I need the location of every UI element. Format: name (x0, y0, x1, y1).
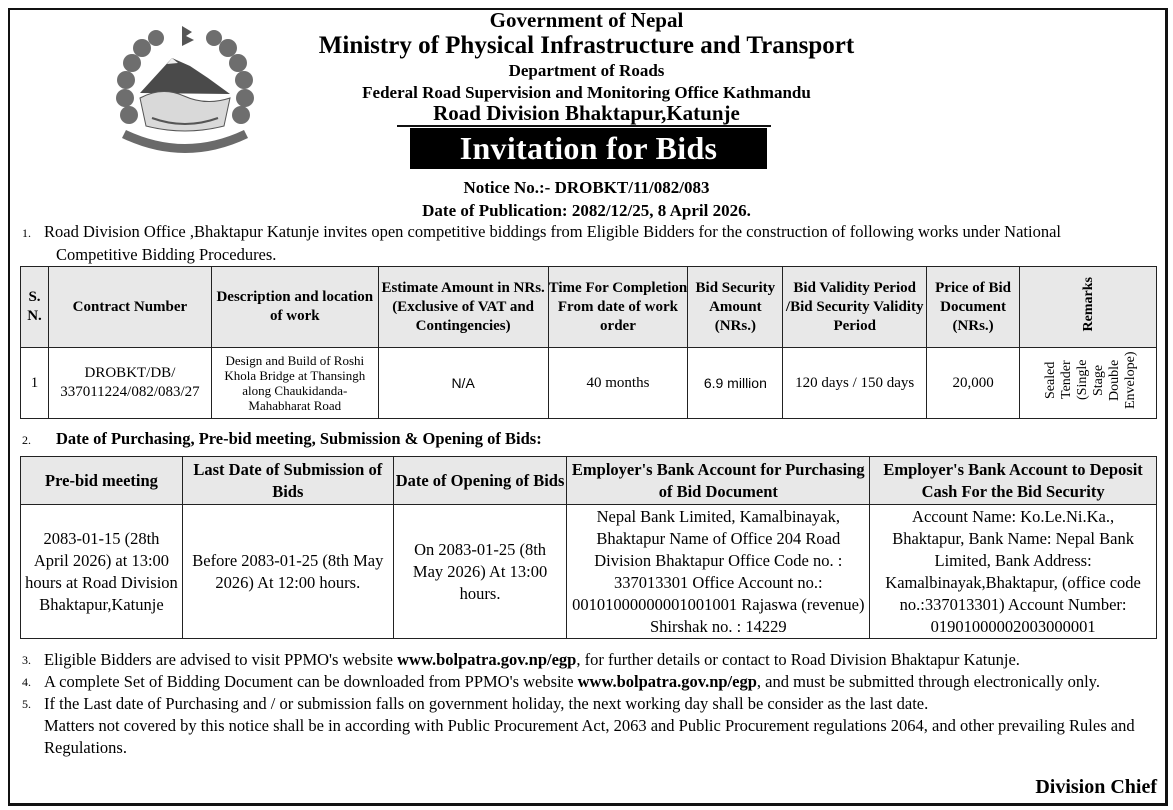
column-header: Employer's Bank Account to Deposit Cash For the Bid Security (870, 457, 1157, 505)
list-item (22, 693, 1162, 715)
section-number: 1. (22, 226, 31, 240)
cell-security-account: Account Name: Ko.Le.Ni.Ka., Bhaktapur, Bank Name: Nepal Bank Limited, Bank Address: Kamalbinayak,Bhaktapur, (office code no.:337013301) Account Number: 01901000002003000001 (870, 505, 1157, 639)
column-header: S. N. (21, 267, 49, 348)
list-item (22, 671, 1162, 693)
cell-purchase-account: Nepal Bank Limited, Kamalbinayak, Bhaktapur Name of Office 204 Road Division Bhaktapur Office Code no. : 337013301 Office Account no.: 00101000000001001001 Rajaswa (revenue) Shirshak no. : 14229 (567, 505, 870, 639)
cell-estimate-amount: N/A (378, 348, 548, 419)
section-2-heading (22, 429, 542, 449)
government-name: Government of Nepal (489, 8, 684, 32)
column-header: Description and location of work (211, 267, 378, 348)
division-name: Road Division Bhaktapur,Katunje (433, 101, 740, 125)
cell-opening-date: On 2083-01-25 (8th May 2026) At 13:00 hours. (393, 505, 567, 639)
column-header: Date of Opening of Bids (393, 457, 567, 505)
item-number: 3. (22, 653, 31, 667)
cell-description: Design and Build of Roshi Khola Bridge at Thansingh along Chaukidanda-Mahabharat Road (211, 348, 378, 419)
note-text: , for further details or contact to Road Division Bhaktapur Katunje. (576, 650, 1020, 669)
column-header: Bid Validity Period /Bid Security Validity Period (783, 267, 927, 348)
section-1 (22, 221, 1162, 266)
cell-validity-period: 120 days / 150 days (783, 348, 927, 419)
page-title: Invitation for Bids (410, 128, 767, 169)
cell-prebid-meeting: 2083-01-15 (28th April 2026) at 13:00 hours at Road Division Bhaktapur,Katunje (21, 505, 183, 639)
cell-submission-date: Before 2083-01-25 (8th May 2026) At 12:00 hours. (182, 505, 393, 639)
note-text: A complete Set of Bidding Document can be downloaded from PPMO's website (44, 672, 578, 691)
notes-list (22, 649, 1162, 759)
publication-date: Date of Publication: 2082/12/25, 8 April 2026. (422, 201, 751, 220)
column-header: Contract Number (48, 267, 211, 348)
item-number: 4. (22, 675, 31, 689)
office-name: Federal Road Supervision and Monitoring Office Kathmandu (362, 83, 811, 102)
works-table-header (21, 267, 1157, 348)
section-1-text: Road Division Office ,Bhaktapur Katunje invites open competitive biddings from Eligible Bidders for the construction of following works under National (44, 222, 1061, 241)
ppmo-link[interactable]: www.bolpatra.gov.np/egp (397, 650, 577, 669)
column-header: Bid Security Amount (NRs.) (688, 267, 783, 348)
ministry-name: Ministry of Physical Infrastructure and Transport (318, 32, 855, 59)
cell-contract-number: DROBKT/DB/ 337011224/082/083/27 (48, 348, 211, 419)
cell-remarks (1020, 348, 1157, 419)
column-header: Last Date of Submission of Bids (182, 457, 393, 505)
remarks-text: Sealed Tender (Single Stage Double Envelope) (1043, 351, 1139, 409)
cell-document-price: 20,000 (927, 348, 1020, 419)
list-item (22, 649, 1162, 671)
column-header: Pre-bid meeting (21, 457, 183, 505)
cell-bid-security: 6.9 million (688, 348, 783, 419)
header-divider (397, 125, 771, 127)
section-number: 2. (22, 433, 31, 447)
column-header: Time For Completion From date of work order (548, 267, 688, 348)
column-header: Price of Bid Document (NRs.) (927, 267, 1020, 348)
notice-number: Notice No.:- DROBKT/11/082/083 (463, 178, 710, 197)
column-header: Employer's Bank Account for Purchasing of Bid Document (567, 457, 870, 505)
section-2-title: Date of Purchasing, Pre-bid meeting, Submission & Opening of Bids: (56, 429, 542, 448)
column-header-remarks (1020, 267, 1157, 348)
works-table (20, 266, 1157, 419)
note-continuation: Matters not covered by this notice shall be in according with Public Procurement Act, 2063 and Public Procurement regulations 2064, and other prevailing Rules and Regulations. (44, 716, 1135, 757)
section-1-text-continued: Competitive Bidding Procedures. (56, 245, 277, 264)
column-header: Estimate Amount in NRs. (Exclusive of VAT and Contingencies) (378, 267, 548, 348)
dates-table-header (21, 457, 1157, 505)
note-text: Eligible Bidders are advised to visit PPMO's website (44, 650, 398, 669)
cell-completion-time: 40 months (548, 348, 688, 419)
table-row (21, 505, 1157, 639)
note-text: , and must be submitted through electronically only. (756, 672, 1100, 691)
department-name: Department of Roads (508, 61, 665, 80)
ppmo-link[interactable]: www.bolpatra.gov.np/egp (577, 672, 757, 691)
dates-table (20, 456, 1157, 639)
remarks-header-text: Remarks (1080, 276, 1096, 332)
item-number: 5. (22, 697, 31, 711)
note-text: If the Last date of Purchasing and / or submission falls on government holiday, the next working day shall be consider as the last date. (44, 694, 929, 713)
cell-sn: 1 (21, 348, 49, 419)
signature: Division Chief (1035, 776, 1157, 798)
table-row (21, 348, 1157, 419)
